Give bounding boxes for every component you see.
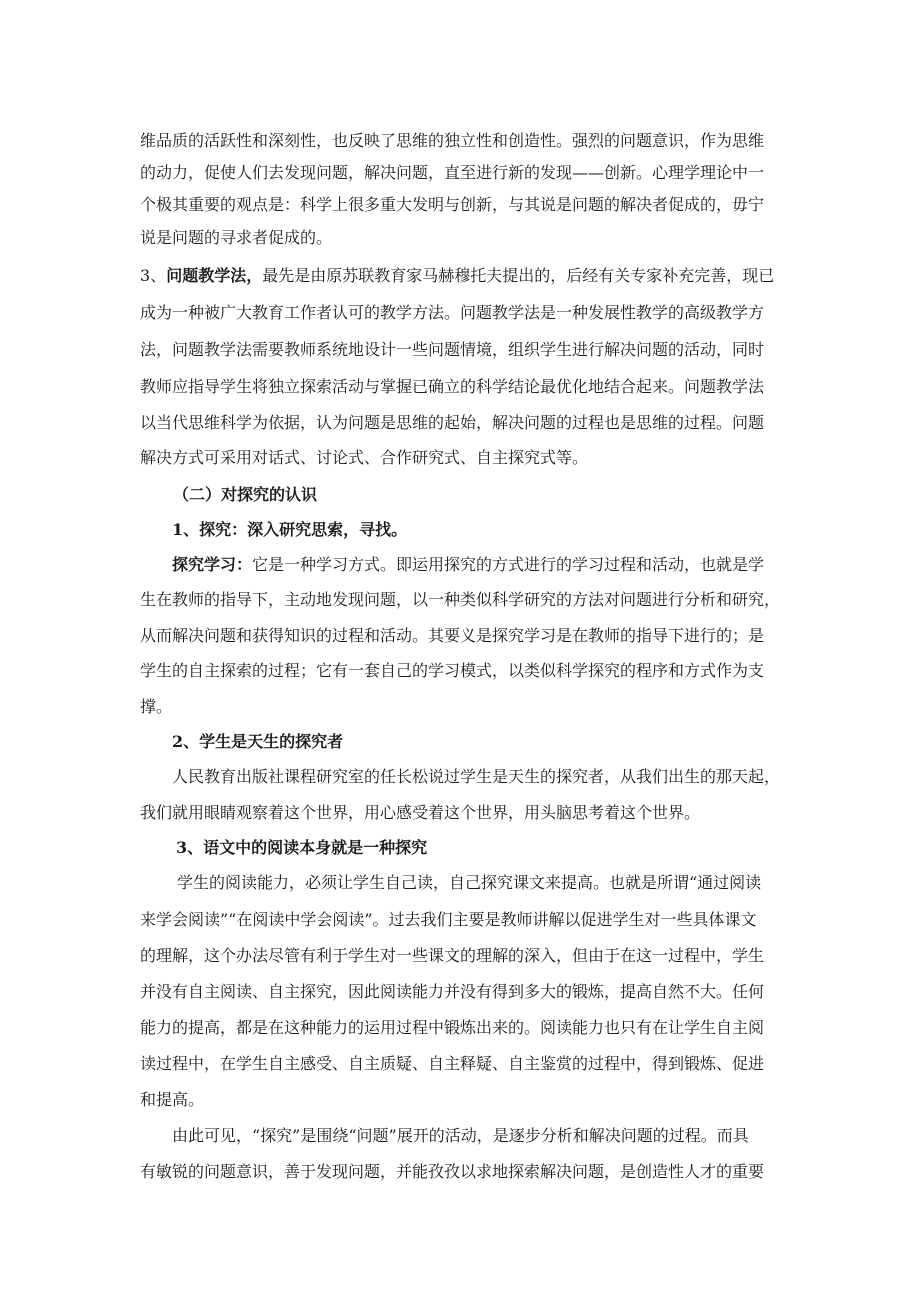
text-line: 的理解，这个办法尽管有利于学生对一些课文的理解的深入，但由于在这一过程中，学生 — [140, 946, 765, 965]
section-3-first-line — [140, 266, 774, 286]
text-line: 能力的提高，都是在这种能力的运用过程中锻炼出来的。阅读能力也只有在让学生自主阅 — [140, 1018, 765, 1037]
definition-text: 它是一种学习方式。即运用探究的方式进行的学习过程和活动，也就是学 — [252, 555, 765, 574]
text-line: 读过程中，在学生自主感受、自主质疑、自主释疑、自主鉴赏的过程中，得到锻炼、促进 — [140, 1054, 765, 1073]
text-line: 以当代思维科学为依据，认为问题是思维的起始，解决问题的过程也是思维的过程。问题 — [140, 413, 765, 432]
text-line: 学生的自主探索的过程；它有一套自己的学习模式，以类似科学探究的程序和方式作为支 — [140, 661, 765, 680]
section-text: 最先是由原苏联教育家马赫穆托夫提出的，后经有关专家补充完善，现已 — [262, 266, 775, 285]
text-line: 的动力，促使人们去发现问题，解决问题，直至进行新的发现——创新。心理学理论中一 — [140, 163, 765, 182]
definition-first-line — [172, 555, 764, 575]
section-number: 3、 — [140, 266, 167, 285]
subheading: 3、语文中的阅读本身就是一种探究 — [176, 838, 428, 857]
section-heading: （二）对探究的认识 — [173, 485, 318, 504]
subheading: 2、学生是天生的探究者 — [172, 732, 344, 751]
text-line: 解决方式可采用对话式、讨论式、合作研究式、自主探究式等。 — [140, 448, 589, 467]
definition-term: 探究学习： — [172, 555, 253, 574]
text-line: 来学会阅读”“在阅读中学会阅读”。过去我们主要是教师讲解以促进学生对一些具体课文 — [140, 910, 757, 929]
text-line: 撑。 — [140, 697, 173, 716]
text-line: 说是问题的寻求者促成的。 — [140, 228, 333, 247]
subheading: 1、探究：深入研究思索，寻找。 — [172, 520, 408, 539]
text-line: 人民教育出版社课程研究室的任长松说过学生是天生的探究者，从我们出生的那天起， — [172, 767, 781, 786]
text-line: 成为一种被广大教育工作者认可的教学方法。问题教学法是一种发展性教学的高级教学方 — [140, 303, 765, 322]
section-term: 问题教学法， — [166, 266, 263, 285]
text-line: 有敏锐的问题意识，善于发现问题，并能孜孜以求地探索解决问题，是创造性人才的重要 — [140, 1162, 765, 1181]
text-line: 和提高。 — [140, 1090, 205, 1109]
text-line: 教师应指导学生将独立探索活动与掌握已确立的科学结论最优化地结合起来。问题教学法 — [140, 377, 765, 396]
text-line: 生在教师的指导下，主动地发现问题，以一种类似科学研究的方法对问题进行分析和研究， — [140, 590, 781, 609]
text-line: 我们就用眼睛观察着这个世界，用心感受着这个世界，用头脑思考着这个世界。 — [140, 803, 701, 822]
text-line: 从而解决问题和获得知识的过程和活动。其要义是探究学习是在教师的指导下进行的；是 — [140, 626, 765, 645]
text-line: 个极其重要的观点是：科学上很多重大发明与创新，与其说是问题的解决者促成的，毋宁 — [140, 195, 765, 214]
text-line: 维品质的活跃性和深刻性，也反映了思维的独立性和创造性。强烈的问题意识，作为思维 — [140, 131, 765, 150]
text-line: 法，问题教学法需要教师系统地设计一些问题情境，组织学生进行解决问题的活动，同时 — [140, 340, 765, 359]
text-line: 并没有自主阅读、自主探究，因此阅读能力并没有得到多大的锻炼，提高自然不大。任何 — [140, 982, 765, 1001]
text-line: 由此可见，“探究”是围绕“问题”展开的活动，是逐步分析和解决问题的过程。而具 — [172, 1126, 749, 1145]
text-line: 学生的阅读能力，必须让学生自己读，自己探究课文来提高。也就是所谓“通过阅读 — [177, 873, 762, 892]
